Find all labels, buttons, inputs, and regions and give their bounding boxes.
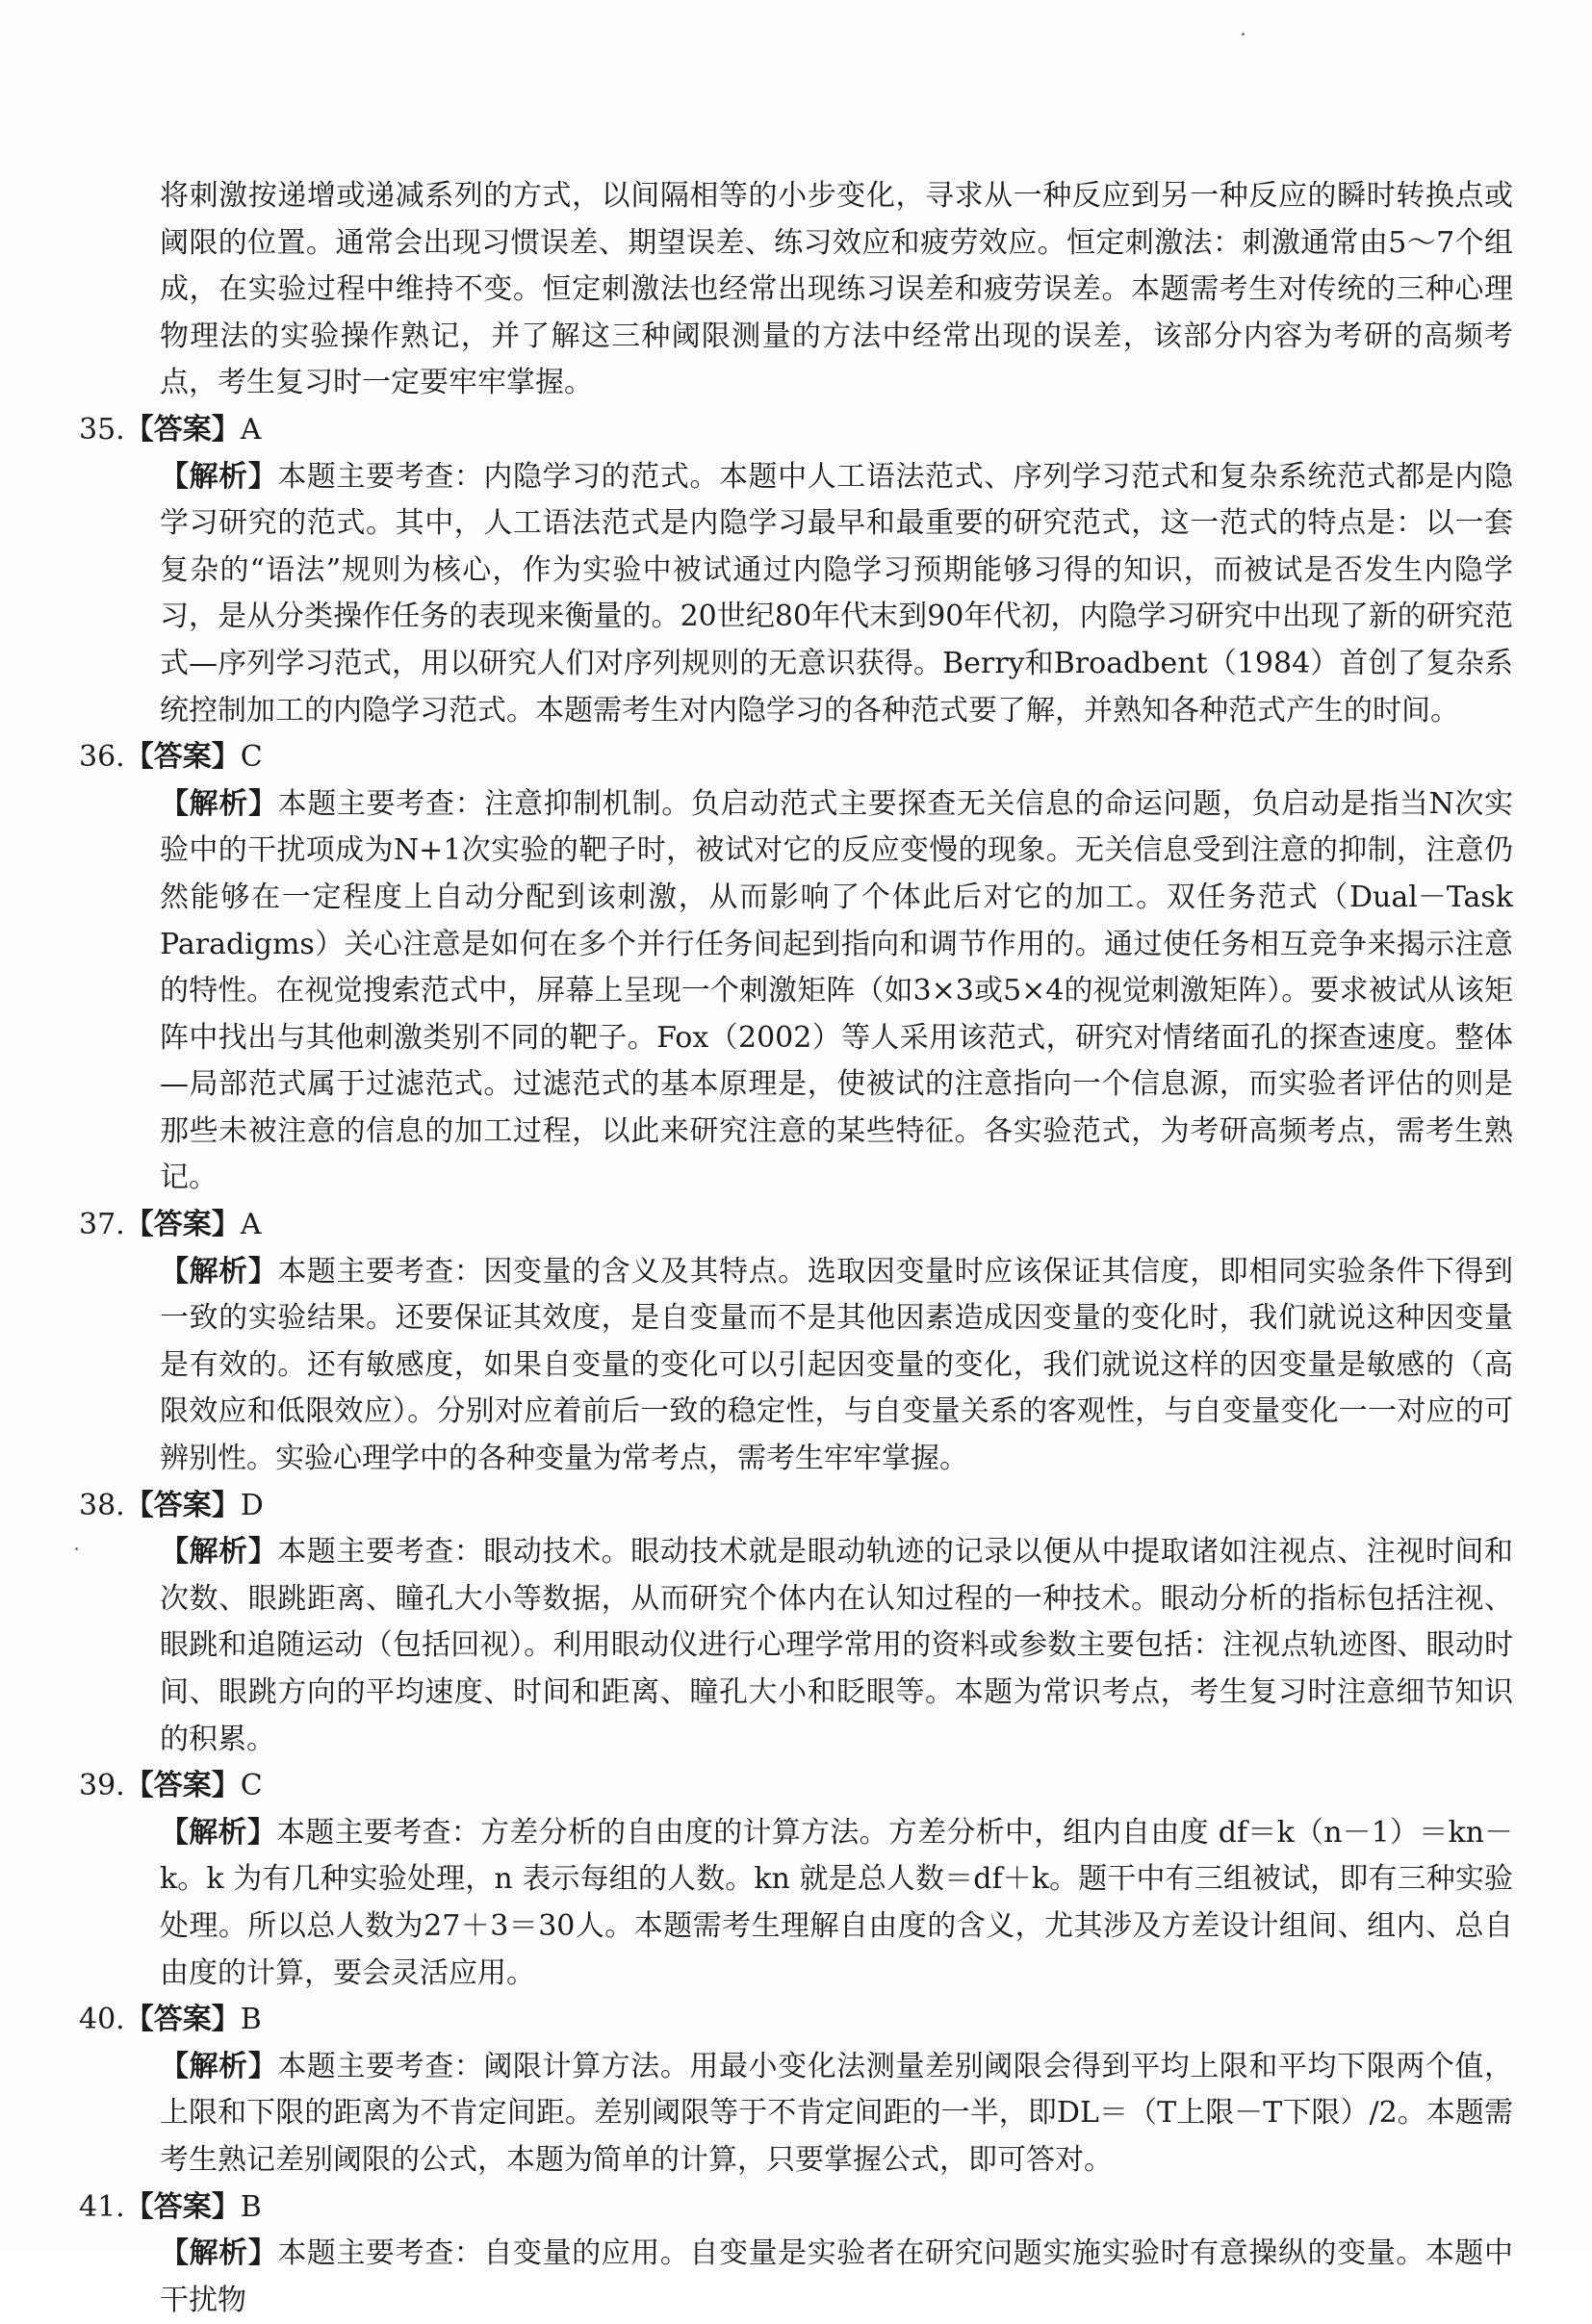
analysis-label: 【解析】 [160,459,278,494]
answer-value: A [240,412,262,447]
answer-line [79,1202,1513,1249]
question-number: 39. [79,1769,125,1803]
question-block [79,1483,1513,1764]
analysis-label: 【解析】 [160,2049,278,2083]
analysis-text: 本题主要考查：自变量的应用。自变量是实验者在研究问题实施实验时有意操纵的变量。本题中干扰物 [160,2236,1514,2317]
analysis-text: 本题主要考查：眼动技术。眼动技术就是眼动轨迹的记录以便从中提取诸如注视点、注视时间和次数、眼跳距离、瞳孔大小等数据，从而研究个体内在认知过程的一种技术。眼动分析的指标包括注视、眼跳和追随运动（包括回视）。利用眼动仪进行心理学常用的资料或参数主要包括：注视点轨迹图、眼动时间、眼跳方向的平均速度、时间和距离、瞳孔大小和眨眼等。本题为常识考点，考生复习时注意细节知识的积累。 [160,1535,1514,1756]
answer-label: 【答案】 [124,1769,241,1803]
question-number: 36. [79,740,125,775]
answer-line [79,1997,1513,2044]
question-block [79,1997,1513,2184]
question-number: 41. [79,2189,125,2224]
question-block [79,1202,1513,1483]
answer-line [79,734,1513,781]
analysis-paragraph [79,781,1513,1202]
answer-line [79,1763,1513,1810]
answer-value: B [240,2189,262,2224]
question-number: 40. [79,2003,125,2037]
answer-line [79,1483,1513,1530]
answer-line [79,2184,1513,2232]
answer-value: A [240,1208,262,1242]
answer-value: B [240,2003,262,2037]
analysis-text: 本题主要考查：阈限计算方法。用最小变化法测量差别阈限会得到平均上限和平均下限两个值，上限和下限的距离为不肯定间距。差别阈限等于不肯定间距的一半，即DL＝（T上限－T下限）/2。本题需考生熟记差别阈限的公式，本题为简单的计算，只要掌握公式，即可答对。 [160,2049,1514,2177]
question-block [79,734,1513,1202]
analysis-paragraph [79,1529,1513,1763]
answer-value: D [240,1488,264,1522]
question-block [79,1763,1513,1997]
analysis-paragraph [79,1810,1513,1997]
analysis-label: 【解析】 [160,786,278,821]
scan-speck [75,1547,78,1550]
answer-label: 【答案】 [124,1208,241,1242]
intro-paragraph: 将刺激按递增或递减系列的方式，以间隔相等的小步变化，寻求从一种反应到另一种反应的瞬时转换点或阈限的位置。通常会出现习惯误差、期望误差、练习效应和疲劳效应。恒定刺激法：刺激通常由5～7个组成，在实验过程中维持不变。恒定刺激法也经常出现练习误差和疲劳误差。本题需考生对传统的三种心理物理法的实验操作熟记，并了解这三种阈限测量的方法中经常出现的误差，该部分内容为考研的高频考点，考生复习时一定要牢牢掌握。 [160,179,1513,400]
analysis-paragraph [79,454,1513,735]
scan-speck [1242,33,1245,36]
analysis-text: 本题主要考查：内隐学习的范式。本题中人工语法范式、序列学习范式和复杂系统范式都是内隐学习研究的范式。其中，人工语法范式是内隐学习最早和最重要的研究范式，这一范式的特点是：以一套复杂的“语法”规则为核心，作为实验中被试通过内隐学习预期能够习得的知识，而被试是否发生内隐学习，是从分类操作任务的表现来衡量的。20世纪80年代末到90年代初，内隐学习研究中出现了新的研究范式—序列学习范式，用以研究人们对序列规则的无意识获得。Berry和Broadbent（1984）首创了复杂系统控制加工的内隐学习范式。本题需考生对内隐学习的各种范式要了解，并熟知各种范式产生的时间。 [160,459,1514,728]
answer-value: C [240,740,263,775]
question-block [79,407,1513,734]
question-block [79,2184,1513,2324]
answer-line [79,407,1513,454]
answer-value: C [240,1769,263,1803]
analysis-text: 本题主要考查：因变量的含义及其特点。选取因变量时应该保证其信度，即相同实验条件下得到一致的实验结果。还要保证其效度，是自变量而不是其他因素造成因变量的变化时，我们就说这种因变量是有效的。还有敏感度，如果自变量的变化可以引起因变量的变化，我们就说这样的因变量是敏感的（高限效应和低限效应）。分别对应着前后一致的稳定性，与自变量关系的客观性，与自变量变化一一对应的可辨别性。实验心理学中的各种变量为常考点，需考生牢牢掌握。 [160,1254,1514,1476]
answer-label: 【答案】 [124,2003,241,2037]
answer-label: 【答案】 [124,1488,241,1522]
analysis-label: 【解析】 [160,1535,278,1570]
page-content [79,173,1513,2324]
analysis-label: 【解析】 [160,1815,277,1850]
question-number: 38. [79,1488,125,1522]
analysis-label: 【解析】 [160,2236,278,2271]
analysis-text: 本题主要考查：方差分析的自由度的计算方法。方差分析中，组内自由度 df＝k（n－1）＝kn－k。k 为有几种实验处理，n 表示每组的人数。kn 就是总人数＝df＋k。题干中有三组被试，即有三种实验处理。所以总人数为27＋3＝30人。本题需考生理解自由度的含义，尤其涉及方差设计组间、组内、总自由度的计算，要会灵活应用。 [160,1815,1514,1990]
analysis-text: 本题主要考查：注意抑制机制。负启动范式主要探查无关信息的命运问题，负启动是指当N次实验中的干扰项成为N+1次实验的靶子时，被试对它的反应变慢的现象。无关信息受到注意的抑制，注意仍然能够在一定程度上自动分配到该刺激，从而影响了个体此后对它的加工。双任务范式（Dual－Task Paradigms）关心注意是如何在多个并行任务间起到指向和调节作用的。通过使任务相互竞争来揭示注意的特性。在视觉搜索范式中，屏幕上呈现一个刺激矩阵（如3×3或5×4的视觉刺激矩阵）。要求被试从该矩阵中找出与其他刺激类别不同的靶子。Fox（2002）等人采用该范式，研究对情绪面孔的探查速度。整体—局部范式属于过滤范式。过滤范式的基本原理是，使被试的注意指向一个信息源，而实验者评估的则是那些未被注意的信息的加工过程，以此来研究注意的某些特征。各实验范式，为考研高频考点，需考生熟记。 [160,786,1514,1195]
answer-label: 【答案】 [124,740,241,775]
question-list [79,407,1513,2324]
question-number: 37. [79,1208,125,1242]
answer-label: 【答案】 [124,412,241,447]
analysis-label: 【解析】 [160,1254,278,1289]
analysis-paragraph [79,1249,1513,1483]
analysis-paragraph [79,2044,1513,2184]
analysis-paragraph [79,2231,1513,2324]
question-number: 35. [79,412,125,447]
answer-label: 【答案】 [124,2189,241,2224]
